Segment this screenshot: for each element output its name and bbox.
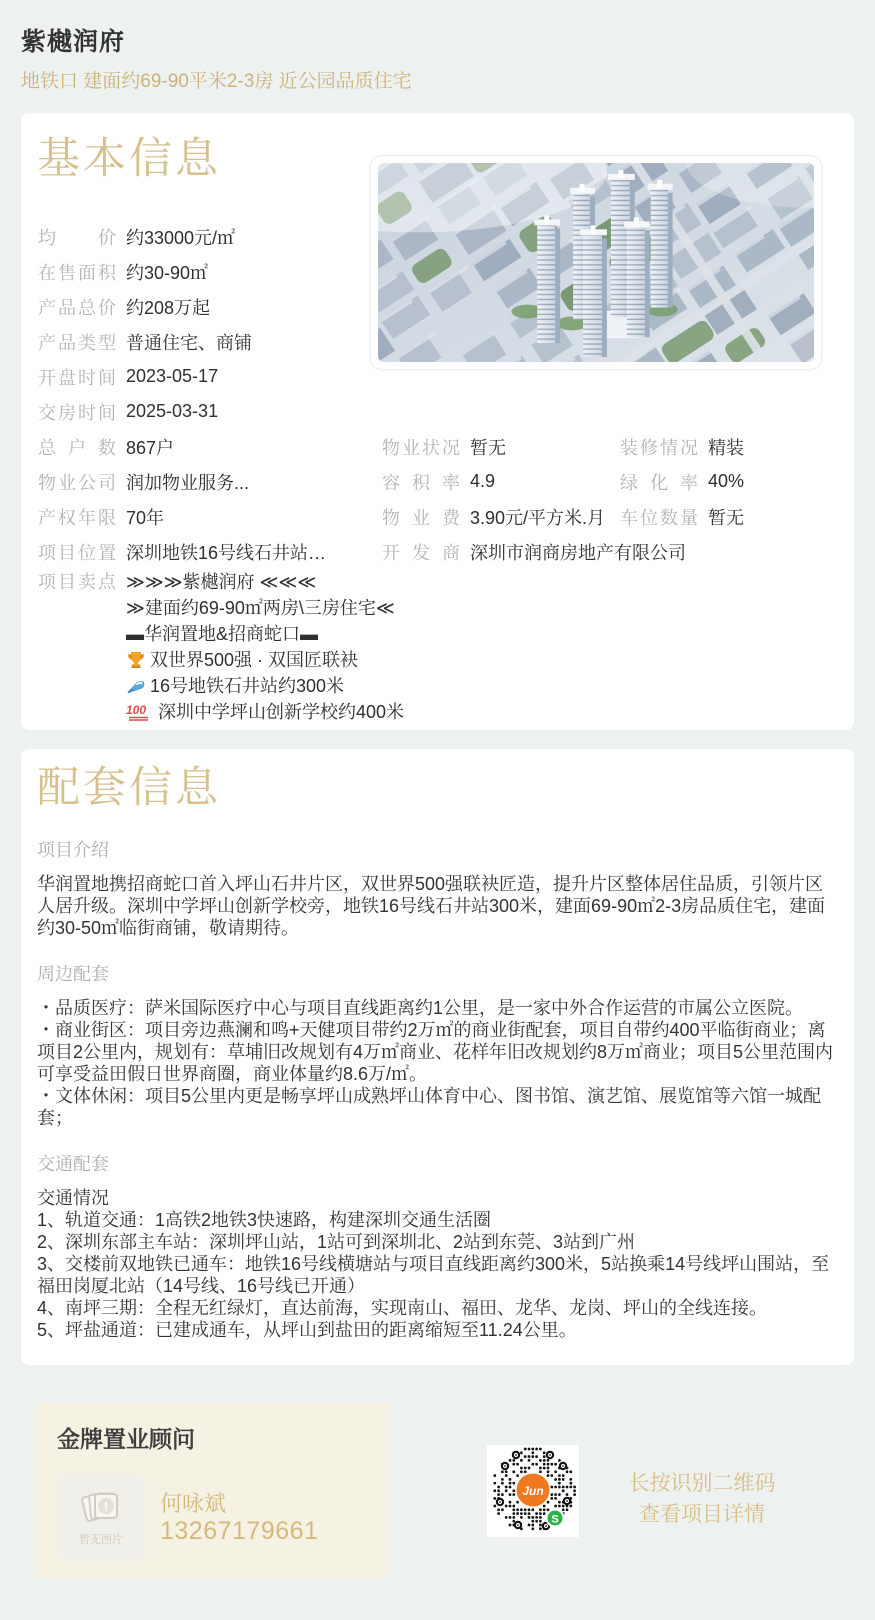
paragraph: 交通情况 — [37, 1187, 838, 1209]
page-footer — [21, 1365, 854, 1620]
field-value: 暂无 — [470, 434, 506, 460]
field-value: 2025-03-31 — [126, 401, 218, 422]
qr-code[interactable] — [487, 1445, 579, 1537]
selling-point: ≫建面约69-90㎡两房\三房住宅≪ — [126, 595, 404, 621]
selling-points-row — [38, 569, 458, 725]
paragraph: 华润置地携招商蛇口首入坪山石井片区，双世界500强联袂匠造，提升片区整体居住品质，引领片区人居升级。深圳中学坪山创新学校旁，地铁16号线石井站300米，建面69-90㎡2-3房品质住宅，建面约30-50㎡临街商铺，敬请期待。 — [37, 873, 838, 939]
field-label: 在售面积 — [38, 259, 116, 285]
field-value: 暂无 — [708, 504, 744, 530]
info-row — [382, 499, 860, 534]
field-value: 4.9 — [470, 471, 495, 492]
info-row — [38, 289, 458, 324]
selling-point: ≫≫≫紫樾润府 ≪≪≪ — [126, 569, 404, 595]
selling-point: 16号地铁石井站约300米 — [126, 673, 404, 699]
selling-point: 双世界500强 · 双国匠联袂 — [126, 647, 404, 673]
field-label: 总户数 — [38, 434, 116, 460]
field-label: 产权年限 — [38, 504, 116, 530]
consultant-card — [36, 1403, 390, 1578]
trophy-icon — [126, 650, 146, 670]
field-value: 精装 — [708, 434, 744, 460]
page-subtitle: 地铁口 建面约69-90平米2-3房 近公园品质住宅 — [21, 70, 854, 94]
field-value: 3.90元/平方米.月 — [470, 504, 605, 530]
field-label: 开盘时间 — [38, 364, 116, 390]
field-value: 约33000元/㎡ — [126, 224, 235, 250]
block-heading: 交通配套 — [37, 1153, 838, 1175]
paragraph: 2、深圳东部主车站：深圳坪山站，1站可到深圳北、2站到东莞、3站到广州 — [37, 1231, 838, 1253]
info-row — [382, 429, 860, 464]
paragraph: ・品质医疗：萨米国际医疗中心与项目直线距离约1公里，是一家中外合作运营的市属公立医院。 — [37, 997, 838, 1019]
field-label: 物业公司 — [38, 469, 116, 495]
paragraph: ・文体休闲：项目5公里内更是畅享坪山成熟坪山体育中心、图书馆、演艺馆、展览馆等六馆一城配套； — [37, 1085, 838, 1129]
field-label: 开发商 — [382, 539, 460, 565]
info-row — [382, 534, 860, 569]
selling-point: ▬华润置地&招商蛇口▬ — [126, 621, 404, 647]
field-value: 40% — [708, 471, 744, 492]
page-title: 紫樾润府 — [21, 26, 854, 58]
field-label: 车位数量 — [620, 504, 698, 530]
field-label: 产品类型 — [38, 329, 116, 355]
info-row — [38, 394, 458, 429]
avatar — [57, 1473, 145, 1561]
amenity-card — [21, 749, 854, 1365]
consultant-phone[interactable]: 13267179661 — [160, 1517, 318, 1546]
field-value: 深圳市润商房地产有限公司 — [470, 539, 686, 565]
paragraph: 5、坪盐通道：已建成通车，从坪山到盐田的距离缩短至11.24公里。 — [37, 1319, 838, 1341]
block-paragraphs — [37, 997, 838, 1129]
block-paragraphs — [37, 1187, 838, 1341]
train-icon — [126, 676, 146, 696]
field-label: 项目卖点 — [38, 569, 116, 595]
field-label: 物业费 — [382, 504, 460, 530]
field-label: 物业状况 — [382, 434, 460, 460]
field-value: 普通住宅、商铺 — [126, 329, 252, 355]
svg-text:!: ! — [104, 1499, 108, 1514]
basic-info-card — [21, 113, 854, 730]
paragraph: 4、南坪三期：全程无红绿灯，直达前海，实现南山、福田、龙华、龙岗、坪山的全线连接。 — [37, 1297, 838, 1319]
field-label: 产品总价 — [38, 294, 116, 320]
basic-info-title: 基本信息 — [37, 134, 221, 184]
field-label: 装修情况 — [620, 434, 698, 460]
block-heading: 项目介绍 — [37, 839, 838, 861]
field-label: 绿化率 — [620, 469, 698, 495]
hundred-icon — [126, 702, 152, 722]
block-heading: 周边配套 — [37, 963, 838, 985]
field-value: 约30-90㎡ — [126, 259, 208, 285]
amenity-title: 配套信息 — [37, 763, 838, 813]
field-value: 深圳地铁16号线石井站… — [126, 539, 326, 565]
field-label: 交房时间 — [38, 399, 116, 425]
info-row — [38, 359, 458, 394]
field-value: 867户 — [126, 434, 174, 460]
basic-info-right-column — [382, 429, 860, 569]
field-value: 润加物业服务... — [126, 469, 249, 495]
paragraph: ・商业街区：项目旁边燕澜和鸣+天健项目带约2万㎡的商业街配套，项目自带约400平临街商业；离项目2公里内，规划有：草埔旧改规划有4万㎡商业、花样年旧改规划约8万㎡商业；项目5公里范围内可享受益田假日世界商圈，商业体量约8.6万/㎡。 — [37, 1019, 838, 1085]
field-value: 70年 — [126, 504, 164, 530]
block-paragraphs — [37, 873, 838, 939]
paragraph: 1、轨道交通：1高铁2地铁3快速路，构建深圳交通生活圈 — [37, 1209, 838, 1231]
field-label: 均价 — [38, 224, 116, 250]
no-photo-icon — [80, 1487, 122, 1527]
svg-text:100: 100 — [126, 703, 146, 717]
consultant-card-title: 金牌置业顾问 — [57, 1421, 195, 1454]
consultant-name: 何咏斌 — [160, 1487, 226, 1518]
svg-text:S: S — [551, 1514, 558, 1526]
info-row — [38, 254, 458, 289]
selling-point: 100 深圳中学坪山创新学校约400米 — [126, 699, 404, 725]
avatar-placeholder-label: 暂无图片 — [79, 1531, 123, 1547]
info-row — [38, 219, 458, 254]
svg-text:Jun: Jun — [522, 1484, 543, 1498]
field-label: 容积率 — [382, 469, 460, 495]
selling-points-list — [126, 569, 404, 725]
qr-caption: 长按识别二维码 查看项目详情 — [587, 1468, 817, 1530]
page-header — [21, 26, 854, 94]
paragraph: 3、交楼前双地铁已通车：地铁16号线横塘站与项目直线距离约300米，5站换乘14号线坪山围站，至福田岗厦北站（14号线、16号线已开通） — [37, 1253, 838, 1297]
field-value: 约208万起 — [126, 294, 210, 320]
info-row — [38, 324, 458, 359]
field-value: 2023-05-17 — [126, 366, 218, 387]
info-row — [382, 464, 860, 499]
field-label: 项目位置 — [38, 539, 116, 565]
